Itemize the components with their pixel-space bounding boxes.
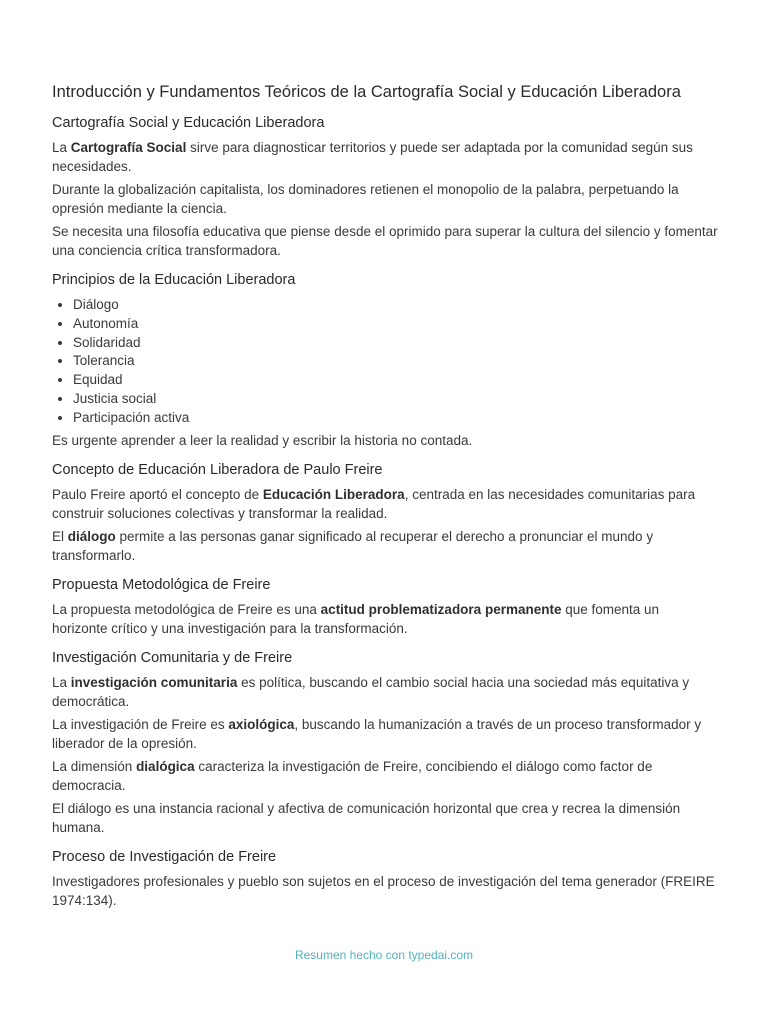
paragraph: El diálogo es una instancia racional y afectiva de comunicación horizontal que crea y recrea la dimensión humana. <box>52 801 681 835</box>
paragraph: La investigación comunitaria es política, buscando el cambio social hacia una sociedad más equitativa y democrática. <box>52 675 690 709</box>
paragraph: Paulo Freire aportó el concepto de Educación Liberadora, centrada en las necesidades comunitarias para construir soluciones colectivas y transformar la realidad. <box>52 487 696 521</box>
footer-credit: Resumen hecho con typedai.com <box>294 948 474 962</box>
list-item: • Participación activa <box>73 409 718 428</box>
section-heading: Proceso de Investigación de Freire <box>52 849 277 866</box>
section-investigacion-comunitaria <box>52 649 718 837</box>
section-proceso-investigacion <box>52 848 718 910</box>
paragraph: Investigadores profesionales y pueblo son sujetos en el proceso de investigación del tema generador (FREIRE 1974:134). <box>52 874 715 908</box>
section-concepto-freire <box>52 461 718 565</box>
paragraph: El diálogo permite a las personas ganar significado al recuperar el derecho a pronunciar el mundo y transformarlo. <box>52 529 654 563</box>
document-title: Introducción y Fundamentos Teóricos de la Cartografía Social y Educación Liberadora <box>52 83 681 101</box>
list-item: • Justicia social <box>73 390 718 409</box>
list-item: • Equidad <box>73 371 718 390</box>
paragraph: La propuesta metodológica de Freire es una actitud problematizadora permanente que fomenta un horizonte crítico y una investigación para la transformación. <box>52 602 660 636</box>
section-heading: Propuesta Metodológica de Freire <box>52 577 271 594</box>
paragraph: La dimensión dialógica caracteriza la investigación de Freire, concibiendo el diálogo como factor de democracia. <box>52 759 653 793</box>
paragraph: Es urgente aprender a leer la realidad y escribir la historia no contada. <box>52 432 473 448</box>
paragraph: Se necesita una filosofía educativa que piense desde el oprimido para superar la cultura del silencio y fomentar una conciencia crítica transformadora. <box>52 224 718 258</box>
list-item: • Diálogo <box>73 296 718 315</box>
section-propuesta-metodologica <box>52 576 718 638</box>
principles-list <box>52 296 718 428</box>
list-item: • Tolerancia <box>73 352 718 371</box>
section-cartografia-social <box>52 114 718 260</box>
section-heading: Investigación Comunitaria y de Freire <box>52 650 293 667</box>
section-heading: Concepto de Educación Liberadora de Paulo Freire <box>52 462 383 479</box>
section-heading: Principios de la Educación Liberadora <box>52 272 296 288</box>
list-item: • Solidaridad <box>73 334 718 353</box>
document-page <box>52 82 718 921</box>
paragraph: La investigación de Freire es axiológica, buscando la humanización a través de un proceso transformador y liberador de la opresión. <box>52 717 702 751</box>
paragraph: Durante la globalización capitalista, los dominadores retienen el monopolio de la palabra, perpetuando la opresión mediante la ciencia. <box>52 182 679 216</box>
section-principios <box>52 271 718 450</box>
paragraph: La Cartografía Social sirve para diagnosticar territorios y puede ser adaptada por la comunidad según sus necesidades. <box>52 140 693 174</box>
section-heading: Cartografía Social y Educación Liberadora <box>52 115 325 131</box>
list-item: • Autonomía <box>73 315 718 334</box>
